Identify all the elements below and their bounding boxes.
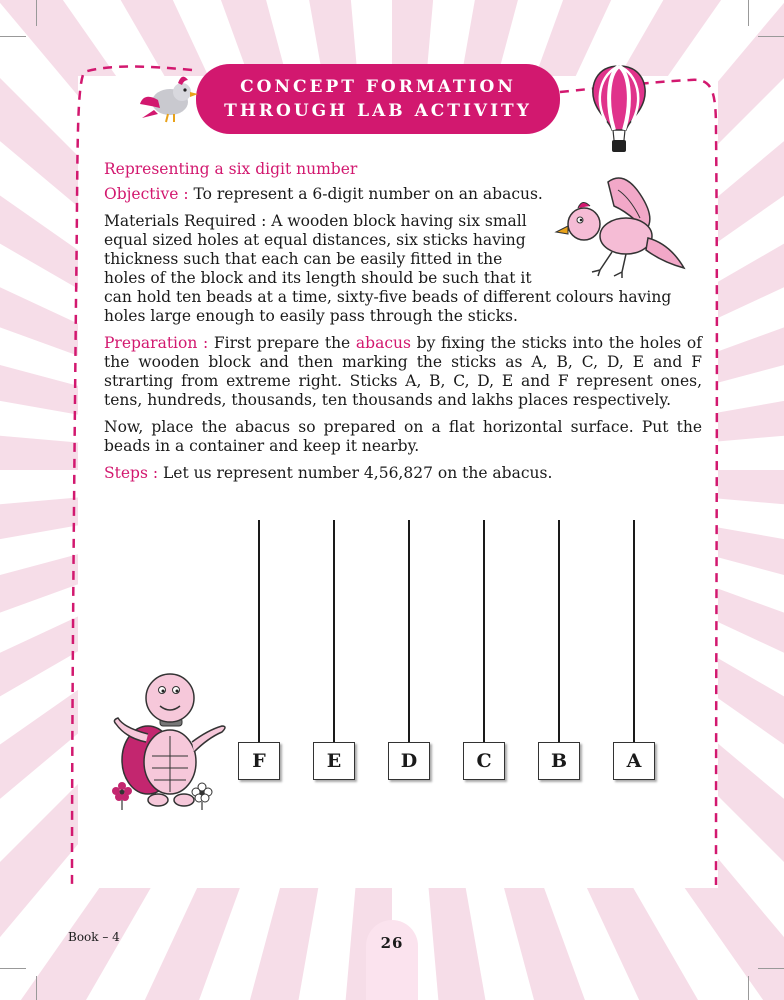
abacus-label-d: D	[388, 742, 430, 780]
abacus-label-b: B	[538, 742, 580, 780]
preparation-text-1: First prepare the	[213, 334, 351, 352]
abacus-label-f: F	[238, 742, 280, 780]
steps-text: Let us represent number 4,56,827 on the abacus.	[162, 464, 553, 482]
preparation-paragraph	[104, 334, 702, 410]
banner-line-2: THROUGH LAB ACTIVITY	[224, 101, 532, 121]
activity-content	[104, 160, 702, 491]
crop-mark	[758, 36, 784, 37]
book-label: Book – 4	[68, 930, 120, 944]
steps-paragraph	[104, 464, 702, 483]
objective-text: To represent a 6-digit number on an abacus.	[193, 185, 543, 203]
abacus-diagram	[230, 520, 670, 785]
abacus-label-e: E	[313, 742, 355, 780]
flower-icon	[190, 782, 214, 810]
abacus-label-c: C	[463, 742, 505, 780]
crop-mark	[758, 968, 784, 969]
abacus-stick	[558, 520, 560, 750]
crop-mark	[748, 0, 749, 26]
banner-line-1: CONCEPT FORMATION	[240, 77, 516, 97]
materials-paragraph	[104, 212, 702, 326]
materials-text: Materials Required : A wooden block having six small equal sized holes at equal distances, six sticks having thickness such that each can be easily fitted in the holes of the block and its length should be such that it can hold ten beads at a time, sixty-five beads of different colours having holes large enough to easily pass through the sticks.	[104, 212, 672, 325]
section-banner	[196, 64, 560, 134]
crop-mark	[36, 0, 37, 26]
abacus-stick	[333, 520, 335, 750]
placement-paragraph: Now, place the abacus so prepared on a flat horizontal surface. Put the beads in a container and keep it nearby.	[104, 418, 702, 455]
abacus-stick	[483, 520, 485, 750]
section-heading: Representing a six digit number	[104, 160, 358, 178]
page-number: 26	[380, 934, 404, 952]
crop-mark	[36, 976, 37, 1000]
preparation-text-2: by fixing the sticks into the holes of the wooden block and then marking the sticks as A, B, C, D, E and F strarting from extreme right. Sticks A, B, C, D, E and F represent ones, tens, hundreds, thousands, ten thousands and lakhs places respectively.	[104, 334, 702, 409]
bird-icon	[138, 70, 202, 126]
float-spacer	[532, 212, 702, 288]
abacus-highlight: abacus	[355, 334, 411, 352]
crop-mark	[748, 976, 749, 1000]
steps-label: Steps :	[104, 464, 159, 482]
crop-mark	[0, 36, 26, 37]
abacus-label-a: A	[613, 742, 655, 780]
crop-mark	[0, 968, 26, 969]
page-number-tab	[366, 920, 418, 1000]
hot-air-balloon-icon	[588, 64, 650, 156]
objective-paragraph	[104, 185, 702, 204]
objective-label: Objective :	[104, 185, 189, 203]
abacus-stick	[408, 520, 410, 750]
abacus-stick	[258, 520, 260, 750]
flower-icon	[110, 780, 134, 810]
preparation-label: Preparation :	[104, 334, 209, 352]
abacus-stick	[633, 520, 635, 750]
